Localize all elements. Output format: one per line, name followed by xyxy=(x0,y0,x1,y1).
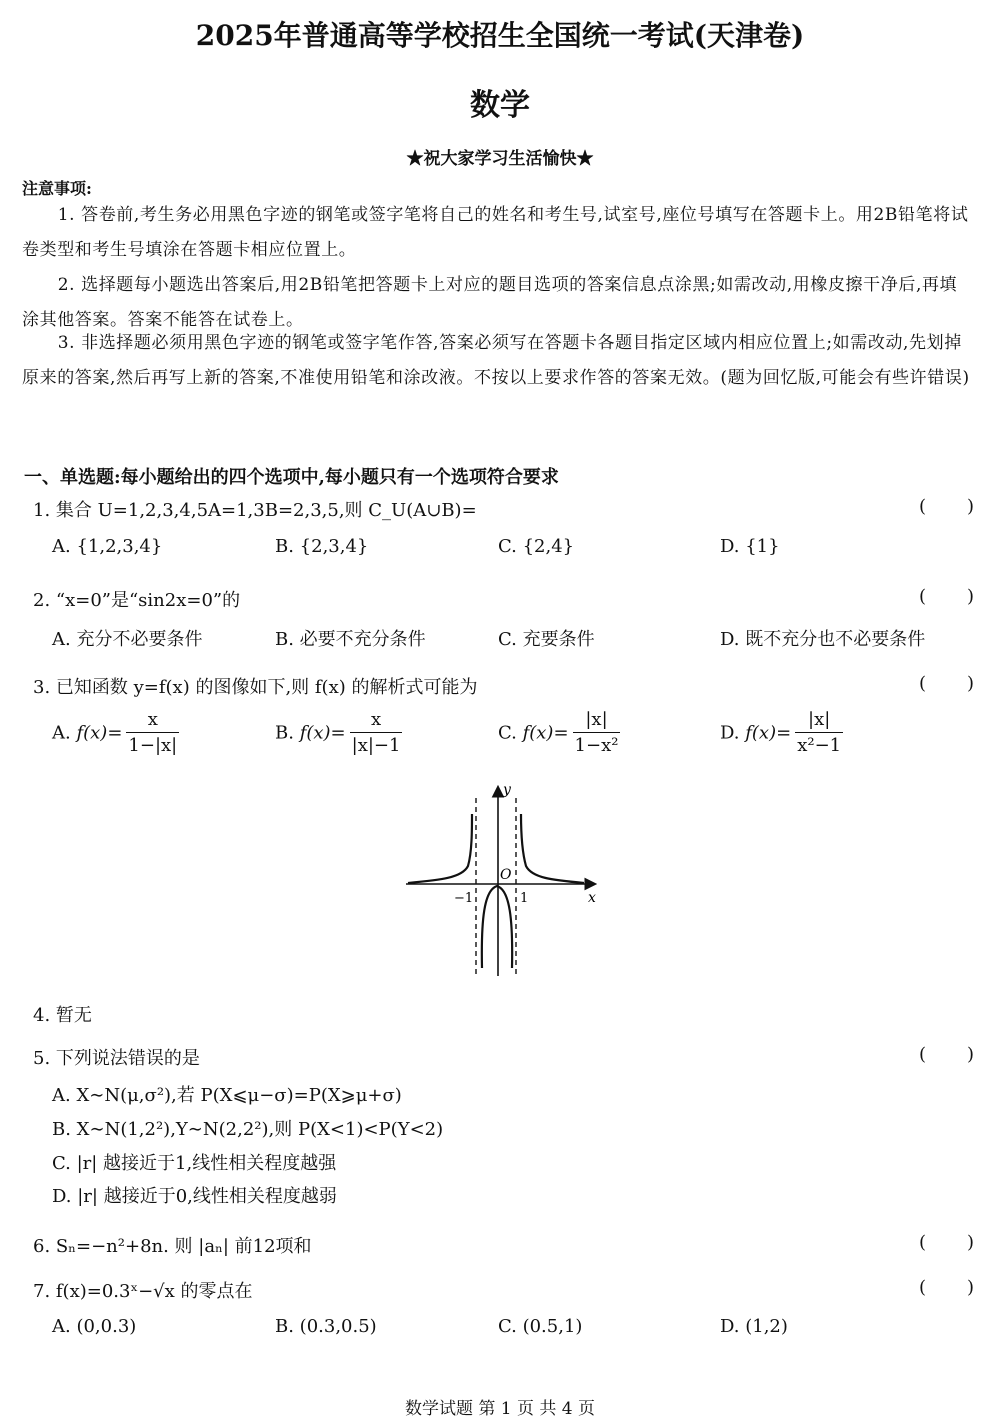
origin-label: O xyxy=(500,867,512,883)
wish-line: ★祝大家学习生活愉快★ xyxy=(406,149,594,169)
q5-option-b: B. X∼N(1,2²),Y∼N(2,2²),则 P(X<1)<P(Y<2) xyxy=(52,1119,444,1140)
paren-open: ( xyxy=(919,1232,927,1253)
fraction: $\frac{x}{|x|-1}$ xyxy=(350,708,403,759)
notice-item-3: 3. 非选择题必须用黑色字迹的钢笔或签字笔作答,答案必须写在答题卡各题目指定区域内相应位置上;如需改动,先划掉原来的答案,然后再写上新的答案,不准使用铅笔和涂改液。不按以上要求作答的答案无效。(题为回忆版,可能会有些许错误) xyxy=(22,333,970,388)
answer-paren xyxy=(919,1044,1000,1065)
x-axis-label: x xyxy=(588,890,596,906)
notice-item-2: 2. 选择题每小题选出答案后,用2B铅笔把答题卡上对应的题目选项的答案信息点涂黑;如需改动,用橡皮擦干净后,再填涂其他答案。答案不能答在试卷上。 xyxy=(22,275,958,330)
q1-option-d: D. {1} xyxy=(720,536,780,557)
curve-middle-branch xyxy=(482,886,512,968)
tick-label-neg-1: −1 xyxy=(454,891,474,906)
paren-close: ) xyxy=(967,496,975,517)
page-footer: 数学试题 第 1 页 共 4 页 xyxy=(404,1399,596,1419)
q2-option-a: A. 充分不必要条件 xyxy=(52,629,203,650)
q3-option-d: D. f(x)= $\frac{|x|}{\text{x²−1}}$ xyxy=(720,708,843,759)
paren-close: ) xyxy=(967,1277,975,1298)
question-7-stem: 7. f(x)=0.3ˣ−√x 的零点在 xyxy=(33,1281,253,1302)
fraction: $\frac{x}{1-|x|}$ xyxy=(126,708,179,759)
q7-option-b: B. (0.3,0.5) xyxy=(275,1316,377,1337)
q2-option-c: C. 充要条件 xyxy=(498,629,595,650)
question-6-stem: 6. Sₙ=−n²+8n. 则 |aₙ| 前12项和 xyxy=(33,1236,312,1257)
paren-close: ) xyxy=(967,586,975,607)
q7-option-d: D. (1,2) xyxy=(720,1316,788,1337)
q7-option-c: C. (0.5,1) xyxy=(498,1316,583,1337)
paren-close: ) xyxy=(967,1044,975,1065)
paren-close: ) xyxy=(967,1232,975,1253)
paren-open: ( xyxy=(919,1277,927,1298)
function-graph xyxy=(400,780,610,980)
notice-heading: 注意事项: xyxy=(22,179,92,198)
q5-option-a: A. X∼N(μ,σ²),若 P(X⩽μ−σ)=P(X⩾μ+σ) xyxy=(52,1085,402,1106)
q1-option-b: B. {2,3,4} xyxy=(275,536,369,557)
section-title: 一、单选题:每小题给出的四个选项中,每小题只有一个选项符合要求 xyxy=(24,467,559,488)
q5-option-c: C. |r| 越接近于1,线性相关程度越强 xyxy=(52,1153,337,1174)
paren-close: ) xyxy=(967,673,975,694)
q3-option-b: B. f(x)= $\frac{x}{|x|-1}$ xyxy=(275,708,402,759)
paren-open: ( xyxy=(919,496,927,517)
fraction: $\frac{|x|}{\text{x²−1}}$ xyxy=(795,708,843,759)
q7-option-a: A. (0,0.3) xyxy=(52,1316,137,1337)
curve-left-branch xyxy=(408,814,472,883)
answer-paren xyxy=(919,1232,1000,1253)
paren-open: ( xyxy=(919,1044,927,1065)
question-1-stem: 1. 集合 U=1,2,3,4,5A=1,3B=2,3,5,则 C_U(A∪B)= xyxy=(33,500,477,521)
tick-label-pos-1: 1 xyxy=(520,891,529,906)
question-3-stem: 3. 已知函数 y=f(x) 的图像如下,则 f(x) 的解析式可能为 xyxy=(33,677,478,698)
paren-open: ( xyxy=(919,586,927,607)
answer-paren xyxy=(919,496,1000,517)
curve-right-branch xyxy=(521,814,584,883)
q2-option-b: B. 必要不充分条件 xyxy=(275,629,426,650)
question-5-stem: 5. 下列说法错误的是 xyxy=(33,1048,200,1069)
q2-option-d: D. 既不充分也不必要条件 xyxy=(720,629,926,650)
subject-title: 数学 xyxy=(470,88,530,123)
exam-title: 2025年普通高等学校招生全国统一考试(天津卷) xyxy=(195,19,805,52)
y-axis-label: y xyxy=(503,782,511,798)
paren-open: ( xyxy=(919,673,927,694)
fraction: $\frac{|x|}{\text{1−x²}}$ xyxy=(573,708,621,759)
q5-option-d: D. |r| 越接近于0,线性相关程度越弱 xyxy=(52,1186,337,1207)
q3-option-a: A. f(x)= $\frac{x}{1-|x|}$ xyxy=(52,708,179,759)
question-4-stem: 4. 暂无 xyxy=(33,1005,92,1026)
q1-option-a: A. {1,2,3,4} xyxy=(52,536,163,557)
answer-paren xyxy=(919,586,1000,607)
q1-option-c: C. {2,4} xyxy=(498,536,575,557)
notice-item-1: 1. 答卷前,考生务必用黑色字迹的钢笔或签字笔将自己的姓名和考生号,试室号,座位号填写在答题卡上。用2B铅笔将试卷类型和考生号填涂在答题卡相应位置上。 xyxy=(22,205,969,260)
answer-paren xyxy=(919,673,1000,694)
answer-paren xyxy=(919,1277,1000,1298)
question-2-stem: 2. “x=0”是“sin2x=0”的 xyxy=(33,590,241,611)
q3-option-c: C. f(x)= $\frac{|x|}{\text{1−x²}}$ xyxy=(498,708,620,759)
